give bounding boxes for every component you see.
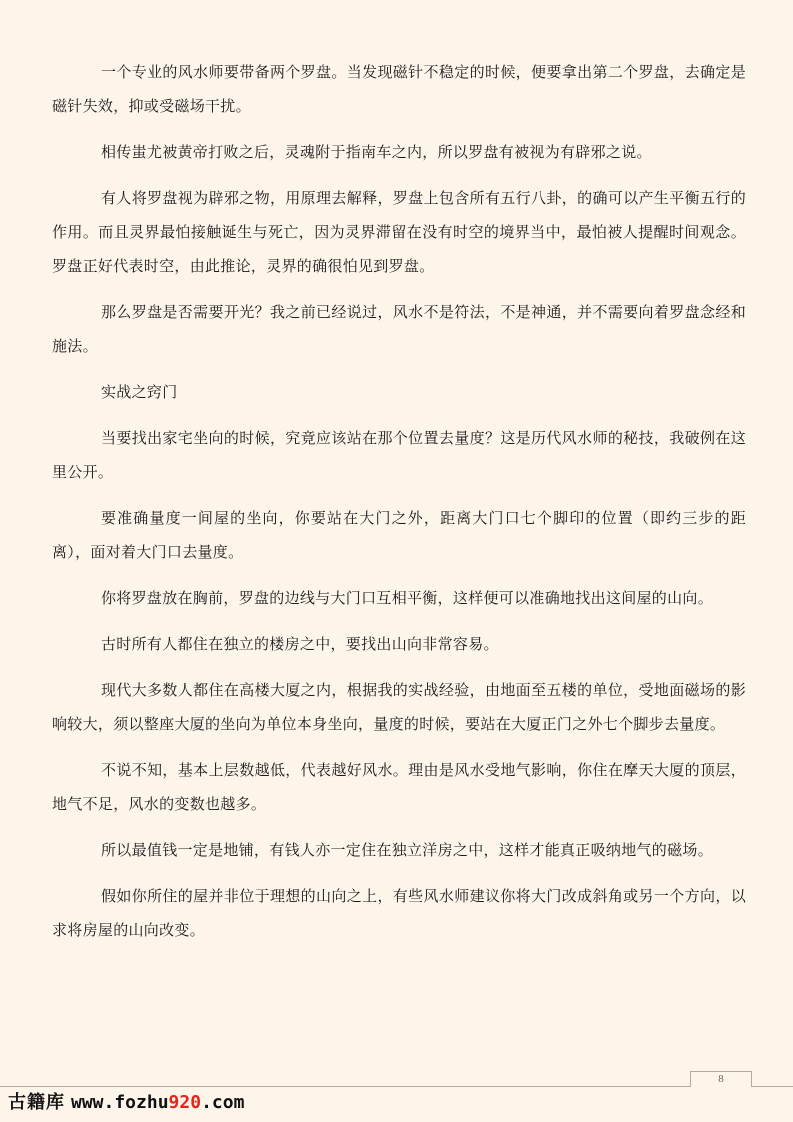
- watermark: [8, 1090, 244, 1116]
- paragraph: 所以最值钱一定是地铺，有钱人亦一定住在独立洋房之中，这样才能真正吸纳地气的磁场。: [101, 841, 714, 859]
- watermark-brand: 古籍库: [8, 1092, 65, 1113]
- page-number: 8: [690, 1071, 752, 1087]
- footer-divider: [0, 1086, 690, 1087]
- watermark-site-suffix: .com: [201, 1092, 245, 1113]
- paragraph: 现代大多数人都住在高楼大厦之内，根据我的实战经验，由地面至五楼的单位，受地面磁场的影响较大，须以整座大厦的坐向为单位本身坐向，量度的时候，要站在大厦正门之外七个脚步去量度。: [52, 681, 746, 733]
- paragraph: 有人将罗盘视为辟邪之物，用原理去解释，罗盘上包含所有五行八卦，的确可以产生平衡五行的作用。而且灵界最怕接触诞生与死亡，因为灵界滞留在没有时空的境界当中，最怕被人提醒时间观念。罗盘正好代表时空，由此推论，灵界的确很怕见到罗盘。: [52, 189, 746, 275]
- paragraph: 不说不知，基本上层数越低，代表越好风水。理由是风水受地气影响，你住在摩天大厦的顶层，地气不足，风水的变数也越多。: [52, 761, 746, 813]
- paragraph: 当要找出家宅坐向的时候，究竟应该站在那个位置去量度？这是历代风水师的秘技，我破例在这里公开。: [52, 429, 746, 481]
- footer-divider: [752, 1086, 793, 1087]
- paragraph: 那么罗盘是否需要开光？我之前已经说过，风水不是符法，不是神通，并不需要向着罗盘念经和施法。: [52, 303, 746, 355]
- paragraph: 古时所有人都住在独立的楼房之中，要找出山向非常容易。: [101, 635, 499, 653]
- watermark-site-prefix: www.fozhu: [71, 1092, 169, 1113]
- section-heading: 实战之窍门: [101, 383, 178, 401]
- paragraph: 要准确量度一间屋的坐向，你要站在大门之外，距离大门口七个脚印的位置（即约三步的距离），面对着大门口去量度。: [52, 509, 746, 561]
- watermark-site-accent: 920: [168, 1092, 202, 1113]
- watermark-site: [71, 1092, 244, 1113]
- document-body: [52, 55, 746, 959]
- paragraph: 相传蚩尤被黄帝打败之后，灵魂附于指南车之内，所以罗盘有被视为有辟邪之说。: [101, 143, 652, 161]
- paragraph: 一个专业的风水师要带备两个罗盘。当发现磁针不稳定的时候，便要拿出第二个罗盘，去确定是磁针失效，抑或受磁场干扰。: [52, 63, 746, 115]
- paragraph: 你将罗盘放在胸前，罗盘的边线与大门口互相平衡，这样便可以准确地找出这间屋的山向。: [101, 589, 714, 607]
- paragraph: 假如你所住的屋并非位于理想的山向之上，有些风水师建议你将大门改成斜角或另一个方向，以求将房屋的山向改变。: [52, 887, 746, 939]
